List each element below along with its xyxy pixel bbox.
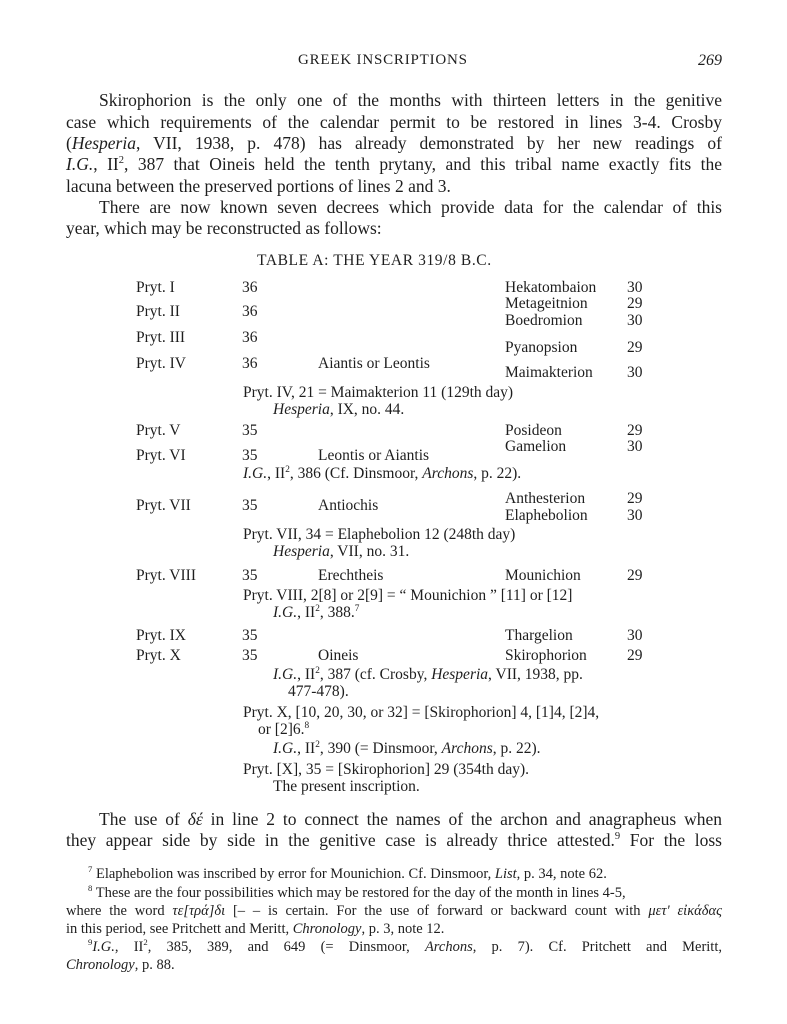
prytany-label: Pryt. IV [136,355,186,372]
text-line: There are now known seven decrees which provide data for the calendar of this [99,197,722,217]
table-note: The present inscription. [273,778,420,795]
prytany-label: Pryt. VII [136,497,191,514]
prytany-tribe: Oineis [318,647,359,664]
prytany-days: 35 [242,422,258,439]
text-line: year, which may be reconstructed as follows: [66,218,382,238]
month-name: Anthesterion [505,490,586,507]
month-days: 29 [627,422,643,439]
prytany-label: Pryt. X [136,647,181,664]
table-title: TABLE A: THE YEAR 319/8 B.C. [257,252,492,269]
prytany-tribe: Leontis or Aiantis [318,447,430,464]
prytany-label: Pryt. II [136,303,180,320]
prytany-days: 36 [242,279,258,296]
prytany-days: 35 [242,647,258,664]
prytany-label: Pryt. III [136,329,186,346]
prytany-days: 36 [242,303,258,320]
month-days: 30 [627,507,643,524]
table-note: I.G., $II^2$, 390 (= Dinsmoor, Archons, p. 22). [273,739,541,757]
footnote-9-line: Chronology, p. 88. [66,957,175,973]
month-name: Posideon [505,422,562,439]
table-note: Pryt. [X], 35 = [Skirophorion] 29 (354th day). [243,761,529,778]
month-days: 29 [627,339,643,356]
citation-ig: I.G. [66,154,94,174]
greek-word: μετ' εἰκάδας [648,903,722,919]
month-days: 30 [627,438,643,455]
greek-word: τε[τρά]δι [172,903,226,919]
page-number: 269 [698,52,722,69]
prytany-days: 35 [242,567,258,584]
table-note: I.G., $II^2$, 388.$^7$ [273,603,360,621]
month-days: 29 [627,647,643,664]
text-line: they appear side by side in the genitive case is already thrice attested.$^9$ For the loss [66,830,722,850]
footnote-9: $^9$I.G., $II^2$, 385, 389, and 649 (= Dinsmoor, Archons, p. 7). Cf. Pritchett and Meritt, [88,937,722,955]
month-name: Mounichion [505,567,581,584]
table-note: I.G., $II^2$, 387 (cf. Crosby, Hesperia, VII, 1938, pp. [273,665,583,683]
prytany-label: Pryt. V [136,422,181,439]
footnote-8-line: in this period, see Pritchett and Meritt, Chronology, p. 3, note 12. [66,921,445,937]
month-days: 30 [627,364,643,381]
month-name: Pyanopsion [505,339,578,356]
prytany-tribe: Aiantis or Leontis [318,355,430,372]
footnote-ref: 7 [354,603,360,614]
footnote-ref: 9 [614,831,621,843]
prytany-days: 35 [242,447,258,464]
month-name: Metageitnion [505,295,588,312]
prytany-days: 35 [242,497,258,514]
text-line: lacuna between the preserved portions of lines 2 and 3. [66,176,451,196]
text-line: (Hesperia, VII, 1938, p. 478) has already demonstrated by her new readings of [66,133,722,153]
footnote-8-line: where the word τε[τρά]δι [– – is certain. For the use of forward or backward count with μετ' εἰκάδας [66,903,722,919]
text-line: case which requirements of the calendar permit to be restored in lines 3-4. Crosby [66,112,722,132]
prytany-days: 36 [242,329,258,346]
prytany-days: 36 [242,355,258,372]
month-name: Skirophorion [505,647,587,664]
month-name: Maimakterion [505,364,593,381]
table-note: or [2]6.$^8$ [258,720,310,738]
footnote-ref: 8 [304,720,310,731]
month-days: 30 [627,627,643,644]
table-note: I.G., $II^2$, 386 (Cf. Dinsmoor, Archons, p. 22). [243,464,522,482]
prytany-label: Pryt. VIII [136,567,196,584]
month-name: Elaphebolion [505,507,588,524]
table-note: 477-478). [288,683,349,700]
table-note: Hesperia, IX, no. 44. [273,401,405,418]
text-line: The use of δέ in line 2 to connect the names of the archon and anagrapheus when [99,809,722,829]
text-line: Skirophorion is the only one of the months with thirteen letters in the genitive [99,90,722,110]
text-line: I.G., $II^2$, 387 that Oineis held the tenth prytany, and this tribal name exactly fits the [66,154,723,174]
month-name: Boedromion [505,312,583,329]
footnote-8: $^8$ These are the four possibilities which may be restored for the day of the month in lines 4-5, [88,883,626,901]
month-days: 30 [627,279,643,296]
prytany-tribe: Antiochis [318,497,379,514]
running-header: GREEK INSCRIPTIONS [298,52,468,68]
month-days: 29 [627,490,643,507]
footnote-7: $^7$ Elaphebolion was inscribed by error for Mounichion. Cf. Dinsmoor, List, p. 34, note 62. [88,864,607,882]
prytany-days: 35 [242,627,258,644]
table-note: Pryt. VII, 34 = Elaphebolion 12 (248th day) [243,526,516,543]
month-days: 30 [627,312,643,329]
table-note: Pryt. IV, 21 = Maimakterion 11 (129th day) [243,384,514,401]
prytany-tribe: Erechtheis [318,567,384,584]
table-note: Pryt. X, [10, 20, 30, or 32] = [Skirophorion] 4, [1]4, [2]4, [243,704,600,721]
greek-word: δέ [187,809,203,829]
prytany-label: Pryt. I [136,279,175,296]
table-note: Pryt. VIII, 2[8] or 2[9] = “ Mounichion ” [11] or [12] [243,587,573,604]
month-days: 29 [627,295,643,312]
prytany-label: Pryt. VI [136,447,186,464]
journal-title: Hesperia [71,133,136,153]
month-name: Hekatombaion [505,279,597,296]
month-days: 29 [627,567,643,584]
prytany-label: Pryt. IX [136,627,186,644]
month-name: Gamelion [505,438,567,455]
table-note: Hesperia, VII, no. 31. [273,543,410,560]
month-name: Thargelion [505,627,573,644]
